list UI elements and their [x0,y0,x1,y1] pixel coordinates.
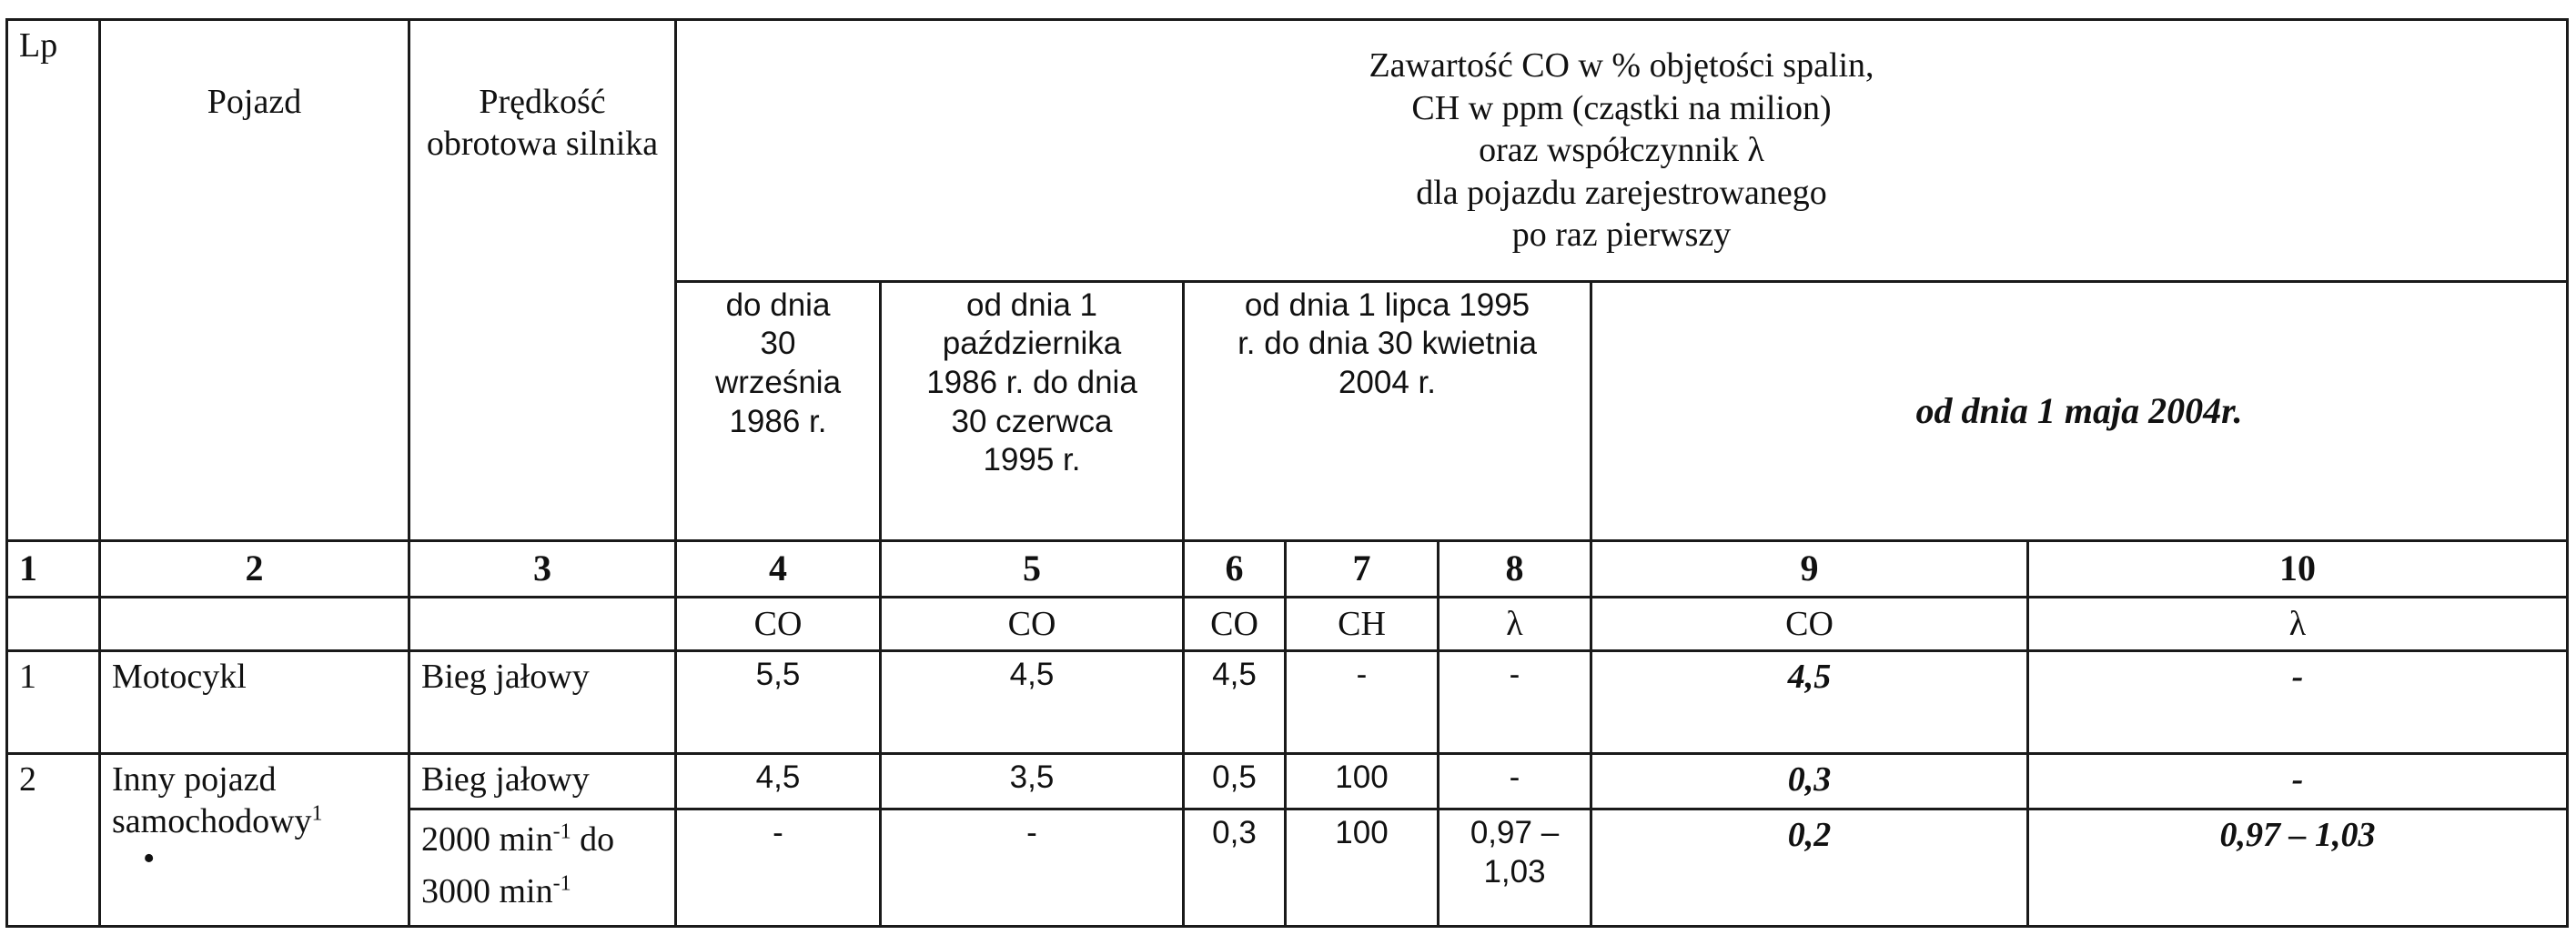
unit-label: λ [1439,597,1591,650]
content-line: Zawartość CO w % objętości spalin, [1369,46,1874,85]
value-col-5: 4,5 [881,650,1184,753]
value-col-5: 3,5 [881,753,1184,809]
row-engine-speed [409,809,676,927]
unit-label: CO [1184,597,1286,650]
period-1986-1995 [881,281,1184,541]
speed-unit-exponent: -1 [552,871,571,896]
speed-range-line [421,866,663,918]
table-row [7,753,2568,809]
unit-row [7,597,2568,650]
column-number: 4 [676,541,881,597]
value-col-9: 0,3 [1591,753,2028,809]
row-lp: 2 [7,753,100,926]
content-line: dla pojazdu zarejestrowanego [1416,173,1827,212]
row-lp: 1 [7,650,100,753]
period-line: od dnia 1 [965,287,1098,323]
content-line: CH w ppm (cząstki na milion) [1411,88,1832,127]
period-line: 1986 r. do dnia [926,365,1137,401]
empty-cell [100,597,409,650]
column-number: 3 [409,541,676,597]
engine-speed-header: Prędkość obrotowa silnika [409,20,676,541]
value-col-7: - [1286,650,1439,753]
period-line: 1986 r. [729,403,827,439]
value-col-7: 100 [1286,809,1439,927]
row-vehicle [100,753,409,926]
period-line: 2004 r. [1338,365,1437,401]
empty-cell [409,597,676,650]
value-col-10: - [2028,650,2568,753]
table-row [7,650,2568,753]
value-col-9: 4,5 [1591,650,2028,753]
value-col-8 [1439,809,1591,927]
content-line: po raz pierwszy [1511,215,1732,254]
value-col-9: 0,2 [1591,809,2028,927]
column-number: 6 [1184,541,1286,597]
row-vehicle: Motocykl [100,650,409,753]
column-number: 10 [2028,541,2568,597]
value-col-8: - [1439,753,1591,809]
emission-content-header [676,20,2568,282]
period-line: do dnia [725,287,831,323]
empty-cell [7,597,100,650]
value-col-5: - [881,809,1184,927]
row-engine-speed: Bieg jałowy [409,650,676,753]
footnote-dot: • [143,839,156,878]
value-col-6: 4,5 [1184,650,1286,753]
value-col-7: 100 [1286,753,1439,809]
value-line: 0,97 – [1470,815,1560,851]
period-line: 30 czerwca [951,403,1113,439]
value-col-10: - [2028,753,2568,809]
period-until-1986 [676,281,881,541]
row-engine-speed: Bieg jałowy [409,753,676,809]
period-line: października [942,326,1122,362]
speed-connector: do [571,820,615,860]
speed-unit-exponent: -1 [552,819,571,844]
unit-label: λ [2028,597,2568,650]
value-line: 1,03 [1483,854,1546,890]
column-number: 9 [1591,541,2028,597]
speed-value: 3000 min [421,872,553,911]
period-line: 30 [760,326,796,362]
period-line: września [714,365,842,401]
period-line: 1995 r. [983,442,1081,478]
vehicle-header: Pojazd [100,20,409,541]
column-number-row [7,541,2568,597]
vehicle-name: Inny pojazd samochodowy [112,759,312,841]
value-col-6: 0,5 [1184,753,1286,809]
unit-label: CO [881,597,1184,650]
emission-limits-table [5,18,2569,928]
lp-header: Lp [7,20,100,541]
value-col-4: 5,5 [676,650,881,753]
column-number: 7 [1286,541,1439,597]
speed-range-line [421,814,663,866]
value-col-6: 0,3 [1184,809,1286,927]
column-number: 8 [1439,541,1591,597]
column-number: 5 [881,541,1184,597]
period-from-2004: od dnia 1 maja 2004r. [1591,281,2568,541]
column-number: 2 [100,541,409,597]
column-number: 1 [7,541,100,597]
period-line: r. do dnia 30 kwietnia [1237,326,1537,362]
value-col-10: 0,97 – 1,03 [2028,809,2568,927]
header-row-1 [7,20,2568,282]
value-col-4: - [676,809,881,927]
content-line: oraz współczynnik λ [1479,131,1764,170]
unit-label: CO [676,597,881,650]
speed-value: 2000 min [421,820,553,860]
footnote-marker: 1 [311,801,323,826]
period-1995-2004 [1184,281,1591,541]
unit-label: CH [1286,597,1439,650]
unit-label: CO [1591,597,2028,650]
value-col-8: - [1439,650,1591,753]
period-line: od dnia 1 lipca 1995 [1244,287,1530,323]
value-col-4: 4,5 [676,753,881,809]
